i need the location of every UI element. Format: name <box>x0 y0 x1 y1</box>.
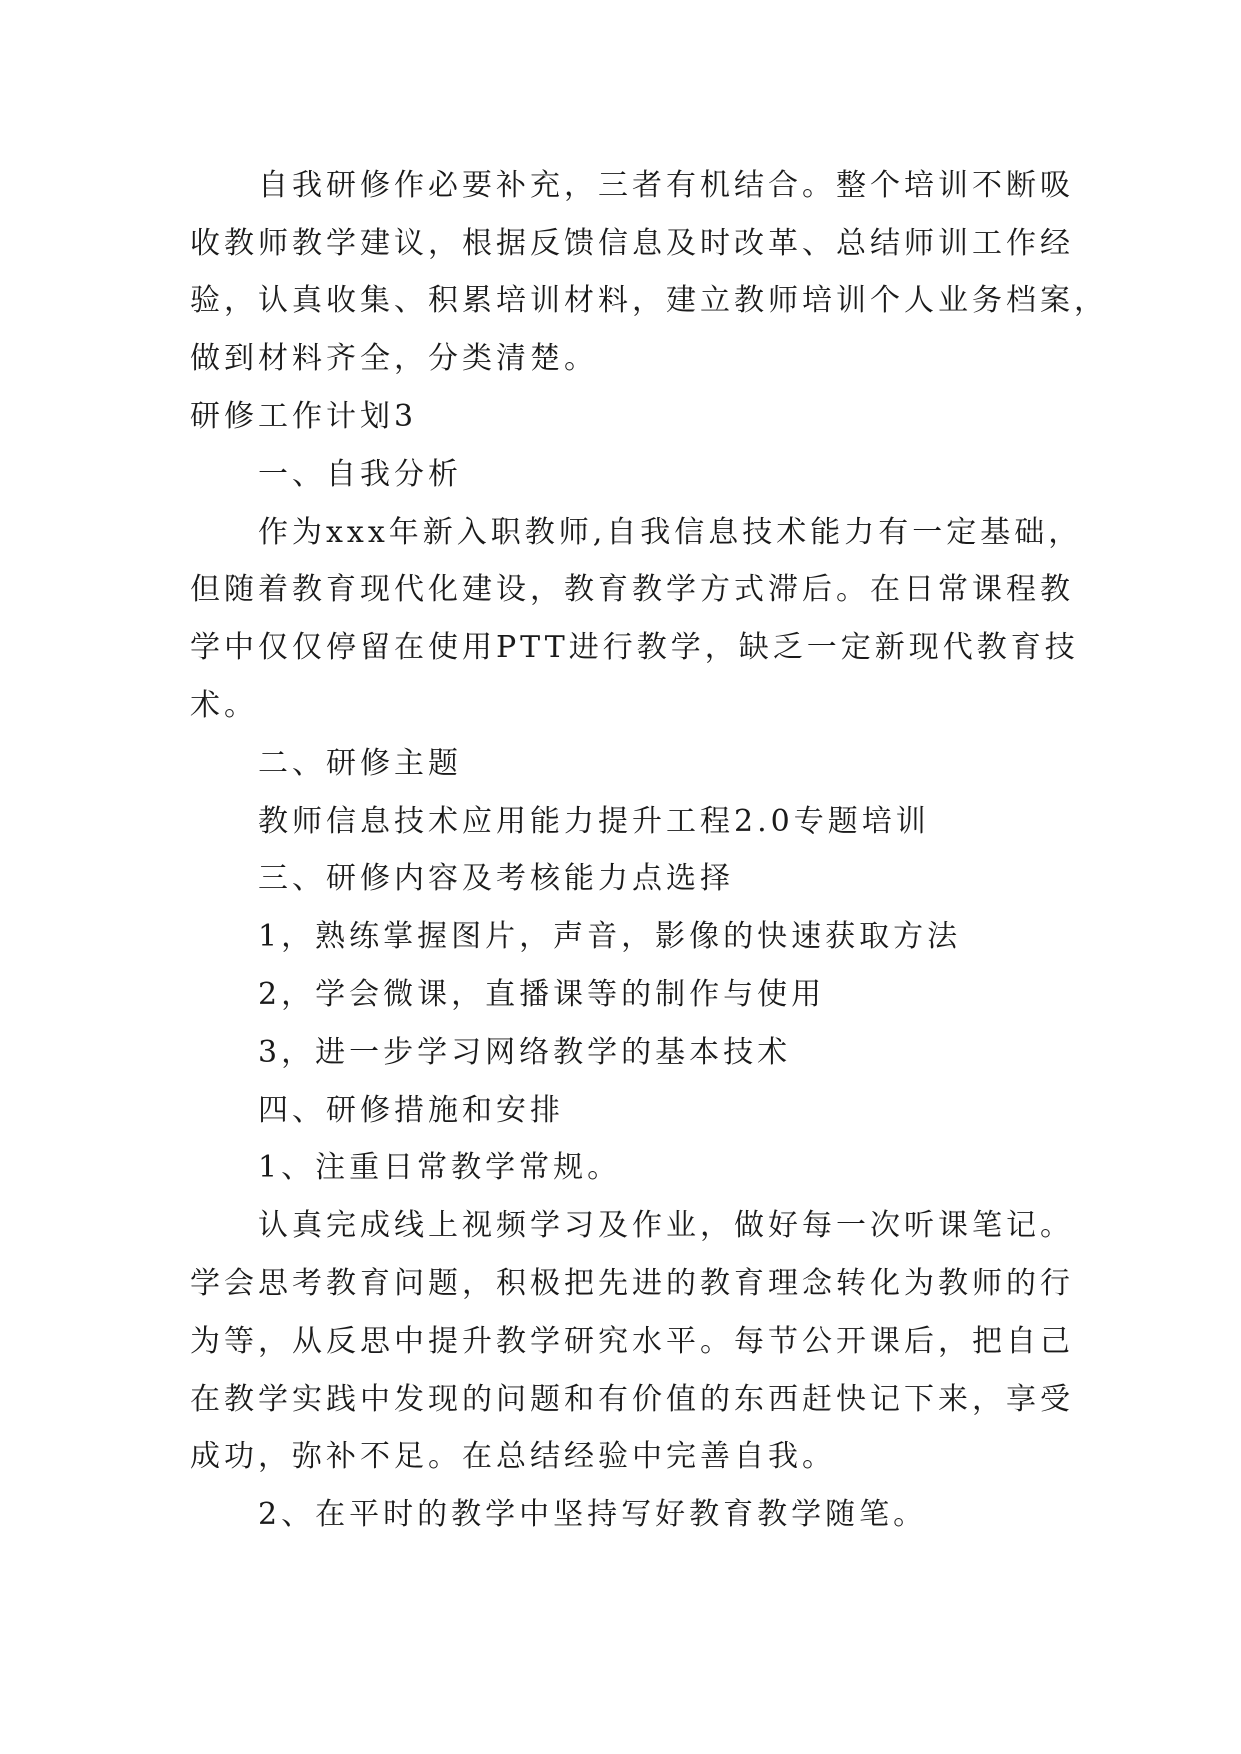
list-item: 2、在平时的教学中坚持写好教育教学随笔。 <box>258 1497 928 1532</box>
paragraph-line: 学中仅仅停留在使用PTT进行教学，缺乏一定新现代教育技 <box>190 630 1079 665</box>
list-item: 2，学会微课，直播课等的制作与使用 <box>258 977 826 1012</box>
section-title: 研修工作计划3 <box>190 399 418 434</box>
heading-topic: 二、研修主题 <box>258 746 462 781</box>
heading-self-analysis: 一、自我分析 <box>258 457 462 492</box>
paragraph-line: 验，认真收集、积累培训材料，建立教师培训个人业务档案， <box>190 283 1108 318</box>
paragraph-line: 收教师教学建议，根据反馈信息及时改革、总结师训工作经 <box>190 226 1074 261</box>
paragraph-line: 做到材料齐全，分类清楚。 <box>190 341 598 376</box>
paragraph-line: 为等，从反思中提升教学研究水平。每节公开课后，把自己 <box>190 1324 1074 1359</box>
paragraph-line: 作为xxx年新入职教师,自我信息技术能力有一定基础， <box>258 515 1083 550</box>
heading-content: 三、研修内容及考核能力点选择 <box>258 861 734 896</box>
list-item: 3，进一步学习网络教学的基本技术 <box>258 1035 792 1070</box>
paragraph-line: 在教学实践中发现的问题和有价值的东西赶快记下来，享受 <box>190 1382 1074 1417</box>
paragraph-line: 术。 <box>190 688 258 723</box>
paragraph-line: 教师信息技术应用能力提升工程2.0专题培训 <box>258 804 930 839</box>
paragraph-line: 成功，弥补不足。在总结经验中完善自我。 <box>190 1439 836 1474</box>
paragraph-line: 学会思考教育问题，积极把先进的教育理念转化为教师的行 <box>190 1266 1074 1301</box>
list-item: 1、注重日常教学常规。 <box>258 1150 622 1185</box>
heading-measures: 四、研修措施和安排 <box>258 1093 564 1128</box>
paragraph-line: 认真完成线上视频学习及作业，做好每一次听课笔记。 <box>258 1208 1074 1243</box>
paragraph-line: 自我研修作必要补充，三者有机结合。整个培训不断吸 <box>258 168 1074 203</box>
list-item: 1，熟练掌握图片，声音，影像的快速获取方法 <box>258 919 962 954</box>
paragraph-line: 但随着教育现代化建设，教育教学方式滞后。在日常课程教 <box>190 572 1074 607</box>
